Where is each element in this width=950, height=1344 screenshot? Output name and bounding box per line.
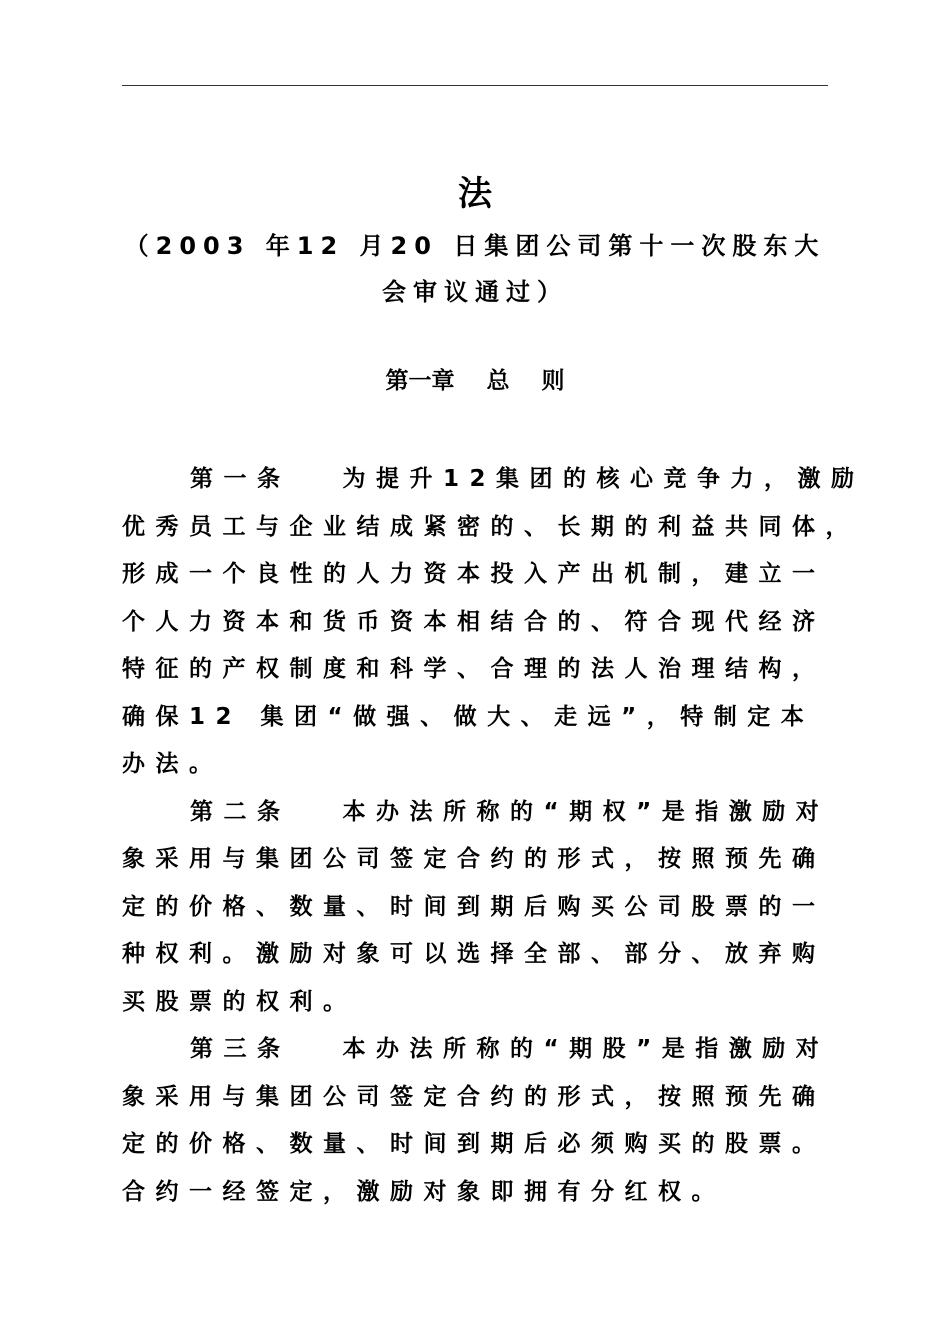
- article-1-line-1: 第一条 为提升12集团的核心竞争力，激励: [190, 466, 865, 492]
- subtitle-line-2: 会审议通过）: [382, 278, 568, 306]
- article-1-line-3: 形成一个良性的人力资本投入产出机制，建立一: [122, 561, 826, 587]
- article-3-line-3: 定的价格、数量、时间到期后必须购买的股票。: [122, 1131, 826, 1157]
- article-1-line-4: 个人力资本和货币资本相结合的、符合现代经济: [122, 609, 826, 635]
- article-2-line-4: 种权利。激励对象可以选择全部、部分、放弃购: [122, 941, 826, 967]
- header-rule: [122, 85, 828, 86]
- chapter-heading: 第一章 总 则: [385, 368, 565, 394]
- article-1-line-2: 优秀员工与企业结成紧密的、长期的利益共同体，: [122, 514, 859, 540]
- article-2-line-1: 第二条 本办法所称的“期权”是指激励对: [190, 799, 830, 825]
- article-2-line-5: 买股票的权利。: [122, 989, 357, 1015]
- article-2-line-3: 定的价格、数量、时间到期后购买公司股票的一: [122, 894, 826, 920]
- article-1-line-5: 特征的产权制度和科学、合理的法人治理结构，: [122, 656, 826, 682]
- article-2-line-2: 象采用与集团公司签定合约的形式，按照预先确: [122, 846, 826, 872]
- document-title: 法: [458, 174, 492, 214]
- article-3-line-4: 合约一经签定，激励对象即拥有分红权。: [122, 1179, 725, 1205]
- article-1-line-7: 办法。: [122, 751, 223, 777]
- article-3-line-1: 第三条 本办法所称的“期股”是指激励对: [190, 1036, 830, 1062]
- subtitle-line-1: （2003 年12 月20 日集团公司第十一次股东大: [124, 232, 826, 260]
- article-3-line-2: 象采用与集团公司签定合约的形式，按照预先确: [122, 1084, 826, 1110]
- article-1-line-6: 确保12 集团“做强、做大、走远”，特制定本: [122, 704, 815, 730]
